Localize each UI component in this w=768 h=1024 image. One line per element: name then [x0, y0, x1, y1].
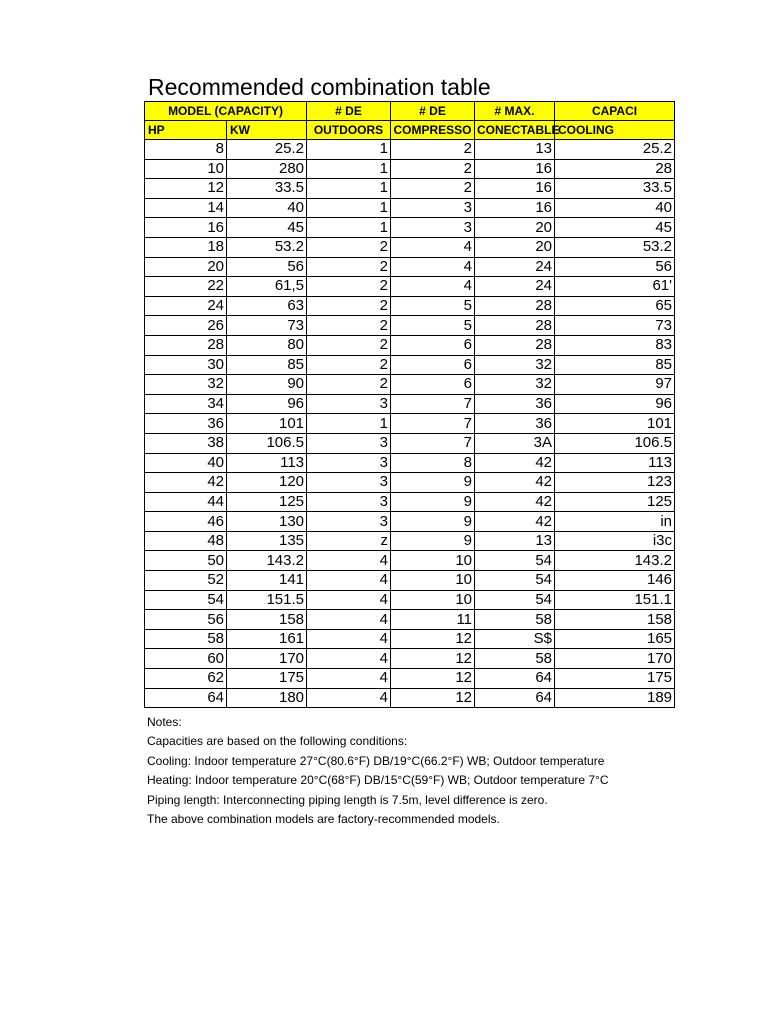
cell-hp: 58: [145, 629, 227, 649]
cell-hp: 20: [145, 257, 227, 277]
cell-kw: 101: [227, 414, 307, 434]
cell-max-conectable: 42: [475, 512, 555, 532]
cell-compressors: 4: [391, 277, 475, 297]
table-row: [145, 629, 675, 649]
notes-line: Heating: Indoor temperature 20°C(68°F) DB/15°C(59°F) WB; Outdoor temperature 7°C: [147, 773, 609, 788]
cell-kw: 141: [227, 571, 307, 591]
cell-hp: 52: [145, 571, 227, 591]
cell-kw: 40: [227, 198, 307, 218]
table-row: [145, 571, 675, 591]
cell-outdoors: 3: [307, 433, 391, 453]
cell-max-conectable: 54: [475, 551, 555, 571]
cell-cooling: 146: [555, 571, 675, 591]
cell-max-conectable: S$: [475, 629, 555, 649]
cell-outdoors: 1: [307, 179, 391, 199]
cell-cooling: 61': [555, 277, 675, 297]
cell-max-conectable: 20: [475, 218, 555, 238]
cell-outdoors: 2: [307, 277, 391, 297]
cell-outdoors: 4: [307, 669, 391, 689]
cell-kw: 280: [227, 159, 307, 179]
cell-cooling: 83: [555, 335, 675, 355]
table-row: [145, 610, 675, 630]
cell-kw: 143.2: [227, 551, 307, 571]
table-body: [145, 140, 675, 708]
combination-table-container: [144, 101, 673, 713]
cell-outdoors: 4: [307, 571, 391, 591]
notes-line: Cooling: Indoor temperature 27°C(80.6°F) DB/19°C(66.2°F) WB; Outdoor temperature: [147, 753, 605, 768]
header-kw: KW: [227, 121, 307, 140]
cell-max-conectable: 42: [475, 453, 555, 473]
table-row: [145, 198, 675, 218]
cell-max-conectable: 3A: [475, 433, 555, 453]
cell-hp: 46: [145, 512, 227, 532]
cell-hp: 28: [145, 335, 227, 355]
cell-compressors: 10: [391, 590, 475, 610]
combination-table: [144, 101, 675, 708]
cell-max-conectable: 64: [475, 669, 555, 689]
cell-kw: 85: [227, 355, 307, 375]
header-hp: HP: [145, 121, 227, 140]
cell-outdoors: 4: [307, 688, 391, 708]
cell-outdoors: 3: [307, 453, 391, 473]
cell-max-conectable: 42: [475, 473, 555, 493]
cell-outdoors: 1: [307, 218, 391, 238]
cell-hp: 48: [145, 531, 227, 551]
cell-hp: 8: [145, 140, 227, 160]
cell-cooling: 158: [555, 610, 675, 630]
cell-max-conectable: 64: [475, 688, 555, 708]
table-row: [145, 237, 675, 257]
cell-hp: 64: [145, 688, 227, 708]
cell-cooling: 170: [555, 649, 675, 669]
cell-max-conectable: 58: [475, 649, 555, 669]
cell-compressors: 12: [391, 629, 475, 649]
cell-cooling: 73: [555, 316, 675, 336]
cell-max-conectable: 32: [475, 375, 555, 395]
table-row: [145, 590, 675, 610]
cell-kw: 61,5: [227, 277, 307, 297]
header-row-top: [145, 102, 675, 121]
cell-compressors: 6: [391, 375, 475, 395]
cell-outdoors: 4: [307, 610, 391, 630]
cell-outdoors: 1: [307, 159, 391, 179]
table-row: [145, 375, 675, 395]
cell-compressors: 5: [391, 296, 475, 316]
cell-kw: 120: [227, 473, 307, 493]
cell-hp: 56: [145, 610, 227, 630]
cell-compressors: 7: [391, 414, 475, 434]
cell-cooling: 28: [555, 159, 675, 179]
cell-max-conectable: 24: [475, 257, 555, 277]
cell-max-conectable: 28: [475, 335, 555, 355]
cell-max-conectable: 28: [475, 316, 555, 336]
header-compressors: COMPRESSO: [391, 121, 475, 140]
table-row: [145, 179, 675, 199]
cell-compressors: 9: [391, 473, 475, 493]
cell-cooling: 65: [555, 296, 675, 316]
cell-kw: 96: [227, 394, 307, 414]
notes-line: Piping length: Interconnecting piping length is 7.5m, level difference is zero.: [147, 792, 548, 807]
cell-compressors: 2: [391, 159, 475, 179]
cell-outdoors: 3: [307, 512, 391, 532]
cell-outdoors: 2: [307, 257, 391, 277]
cell-hp: 62: [145, 669, 227, 689]
cell-max-conectable: 28: [475, 296, 555, 316]
notes-line: The above combination models are factory-recommended models.: [147, 812, 500, 827]
table-row: [145, 140, 675, 160]
cell-compressors: 2: [391, 140, 475, 160]
cell-cooling: 125: [555, 492, 675, 512]
cell-max-conectable: 20: [475, 237, 555, 257]
cell-cooling: 96: [555, 394, 675, 414]
cell-cooling: 151.1: [555, 590, 675, 610]
cell-compressors: 10: [391, 571, 475, 591]
cell-kw: 175: [227, 669, 307, 689]
cell-max-conectable: 54: [475, 590, 555, 610]
cell-outdoors: 2: [307, 296, 391, 316]
cell-kw: 130: [227, 512, 307, 532]
cell-max-conectable: 16: [475, 198, 555, 218]
cell-compressors: 5: [391, 316, 475, 336]
table-row: [145, 394, 675, 414]
table-row: [145, 669, 675, 689]
cell-cooling: 189: [555, 688, 675, 708]
cell-max-conectable: 32: [475, 355, 555, 375]
cell-cooling: 175: [555, 669, 675, 689]
cell-outdoors: 2: [307, 237, 391, 257]
cell-max-conectable: 24: [475, 277, 555, 297]
cell-compressors: 12: [391, 669, 475, 689]
cell-hp: 40: [145, 453, 227, 473]
cell-compressors: 8: [391, 453, 475, 473]
header-capacity: CAPACI: [555, 102, 675, 121]
cell-kw: 151.5: [227, 590, 307, 610]
cell-compressors: 6: [391, 335, 475, 355]
cell-hp: 10: [145, 159, 227, 179]
table-row: [145, 159, 675, 179]
table-row: [145, 316, 675, 336]
cell-cooling: 165: [555, 629, 675, 649]
cell-outdoors: 3: [307, 473, 391, 493]
cell-outdoors: 2: [307, 375, 391, 395]
cell-hp: 54: [145, 590, 227, 610]
cell-outdoors: 1: [307, 414, 391, 434]
cell-compressors: 11: [391, 610, 475, 630]
notes-section: [147, 713, 633, 829]
table-row: [145, 688, 675, 708]
cell-hp: 36: [145, 414, 227, 434]
header-de-outdoors: # DE: [307, 102, 391, 121]
table-row: [145, 257, 675, 277]
cell-kw: 25.2: [227, 140, 307, 160]
table-row: [145, 355, 675, 375]
table-row: [145, 277, 675, 297]
cell-kw: 73: [227, 316, 307, 336]
cell-outdoors: 2: [307, 316, 391, 336]
cell-hp: 30: [145, 355, 227, 375]
cell-kw: 63: [227, 296, 307, 316]
header-cooling: COOLING: [555, 121, 675, 140]
cell-cooling: 40: [555, 198, 675, 218]
cell-max-conectable: 13: [475, 140, 555, 160]
cell-max-conectable: 58: [475, 610, 555, 630]
cell-compressors: 12: [391, 688, 475, 708]
cell-cooling: 53.2: [555, 237, 675, 257]
cell-kw: 170: [227, 649, 307, 669]
table-row: [145, 433, 675, 453]
cell-hp: 34: [145, 394, 227, 414]
cell-kw: 33.5: [227, 179, 307, 199]
table-row: [145, 531, 675, 551]
cell-outdoors: 3: [307, 394, 391, 414]
cell-hp: 60: [145, 649, 227, 669]
cell-max-conectable: 16: [475, 179, 555, 199]
cell-kw: 45: [227, 218, 307, 238]
cell-cooling: 56: [555, 257, 675, 277]
cell-compressors: 10: [391, 551, 475, 571]
cell-max-conectable: 13: [475, 531, 555, 551]
cell-cooling: 33.5: [555, 179, 675, 199]
cell-outdoors: 4: [307, 590, 391, 610]
header-row-bottom: [145, 121, 675, 140]
cell-kw: 106.5: [227, 433, 307, 453]
table-row: [145, 551, 675, 571]
cell-outdoors: 4: [307, 551, 391, 571]
cell-compressors: 7: [391, 394, 475, 414]
cell-hp: 18: [145, 237, 227, 257]
cell-kw: 90: [227, 375, 307, 395]
header-max: # MAX.: [475, 102, 555, 121]
cell-kw: 80: [227, 335, 307, 355]
table-row: [145, 492, 675, 512]
cell-kw: 158: [227, 610, 307, 630]
cell-compressors: 6: [391, 355, 475, 375]
cell-cooling: in: [555, 512, 675, 532]
cell-outdoors: 2: [307, 335, 391, 355]
cell-outdoors: 2: [307, 355, 391, 375]
cell-kw: 125: [227, 492, 307, 512]
cell-cooling: 106.5: [555, 433, 675, 453]
table-row: [145, 649, 675, 669]
notes-heading: Notes:: [147, 715, 182, 729]
cell-cooling: 97: [555, 375, 675, 395]
cell-kw: 161: [227, 629, 307, 649]
cell-cooling: 45: [555, 218, 675, 238]
cell-compressors: 9: [391, 531, 475, 551]
header-model-capacity: MODEL (CAPACITY): [145, 102, 307, 121]
table-row: [145, 335, 675, 355]
cell-cooling: 85: [555, 355, 675, 375]
cell-cooling: 101: [555, 414, 675, 434]
cell-outdoors: 4: [307, 649, 391, 669]
cell-kw: 113: [227, 453, 307, 473]
table-row: [145, 473, 675, 493]
header-de-compressors: # DE: [391, 102, 475, 121]
cell-max-conectable: 36: [475, 394, 555, 414]
cell-hp: 22: [145, 277, 227, 297]
table-row: [145, 218, 675, 238]
cell-max-conectable: 16: [475, 159, 555, 179]
table-row: [145, 512, 675, 532]
cell-compressors: 12: [391, 649, 475, 669]
cell-compressors: 3: [391, 198, 475, 218]
cell-cooling: 143.2: [555, 551, 675, 571]
table-row: [145, 453, 675, 473]
cell-kw: 56: [227, 257, 307, 277]
cell-kw: 53.2: [227, 237, 307, 257]
cell-compressors: 7: [391, 433, 475, 453]
cell-hp: 42: [145, 473, 227, 493]
cell-outdoors: z: [307, 531, 391, 551]
cell-compressors: 3: [391, 218, 475, 238]
cell-compressors: 2: [391, 179, 475, 199]
page-title: Recommended combination table: [148, 74, 491, 100]
table-row: [145, 296, 675, 316]
cell-hp: 32: [145, 375, 227, 395]
cell-cooling: 123: [555, 473, 675, 493]
cell-hp: 24: [145, 296, 227, 316]
cell-outdoors: 4: [307, 629, 391, 649]
cell-outdoors: 1: [307, 140, 391, 160]
cell-outdoors: 1: [307, 198, 391, 218]
cell-max-conectable: 42: [475, 492, 555, 512]
cell-hp: 14: [145, 198, 227, 218]
cell-hp: 44: [145, 492, 227, 512]
cell-kw: 135: [227, 531, 307, 551]
cell-cooling: 25.2: [555, 140, 675, 160]
cell-cooling: 113: [555, 453, 675, 473]
cell-hp: 16: [145, 218, 227, 238]
cell-cooling: i3c: [555, 531, 675, 551]
cell-hp: 26: [145, 316, 227, 336]
cell-kw: 180: [227, 688, 307, 708]
cell-compressors: 9: [391, 492, 475, 512]
cell-hp: 12: [145, 179, 227, 199]
header-conectable: CONECTABLE: [475, 121, 555, 140]
cell-max-conectable: 54: [475, 571, 555, 591]
cell-outdoors: 3: [307, 492, 391, 512]
cell-compressors: 9: [391, 512, 475, 532]
cell-max-conectable: 36: [475, 414, 555, 434]
cell-hp: 50: [145, 551, 227, 571]
table-row: [145, 414, 675, 434]
cell-compressors: 4: [391, 237, 475, 257]
cell-compressors: 4: [391, 257, 475, 277]
notes-line: Capacities are based on the following conditions:: [147, 734, 408, 749]
cell-hp: 38: [145, 433, 227, 453]
header-outdoors: OUTDOORS: [307, 121, 391, 140]
